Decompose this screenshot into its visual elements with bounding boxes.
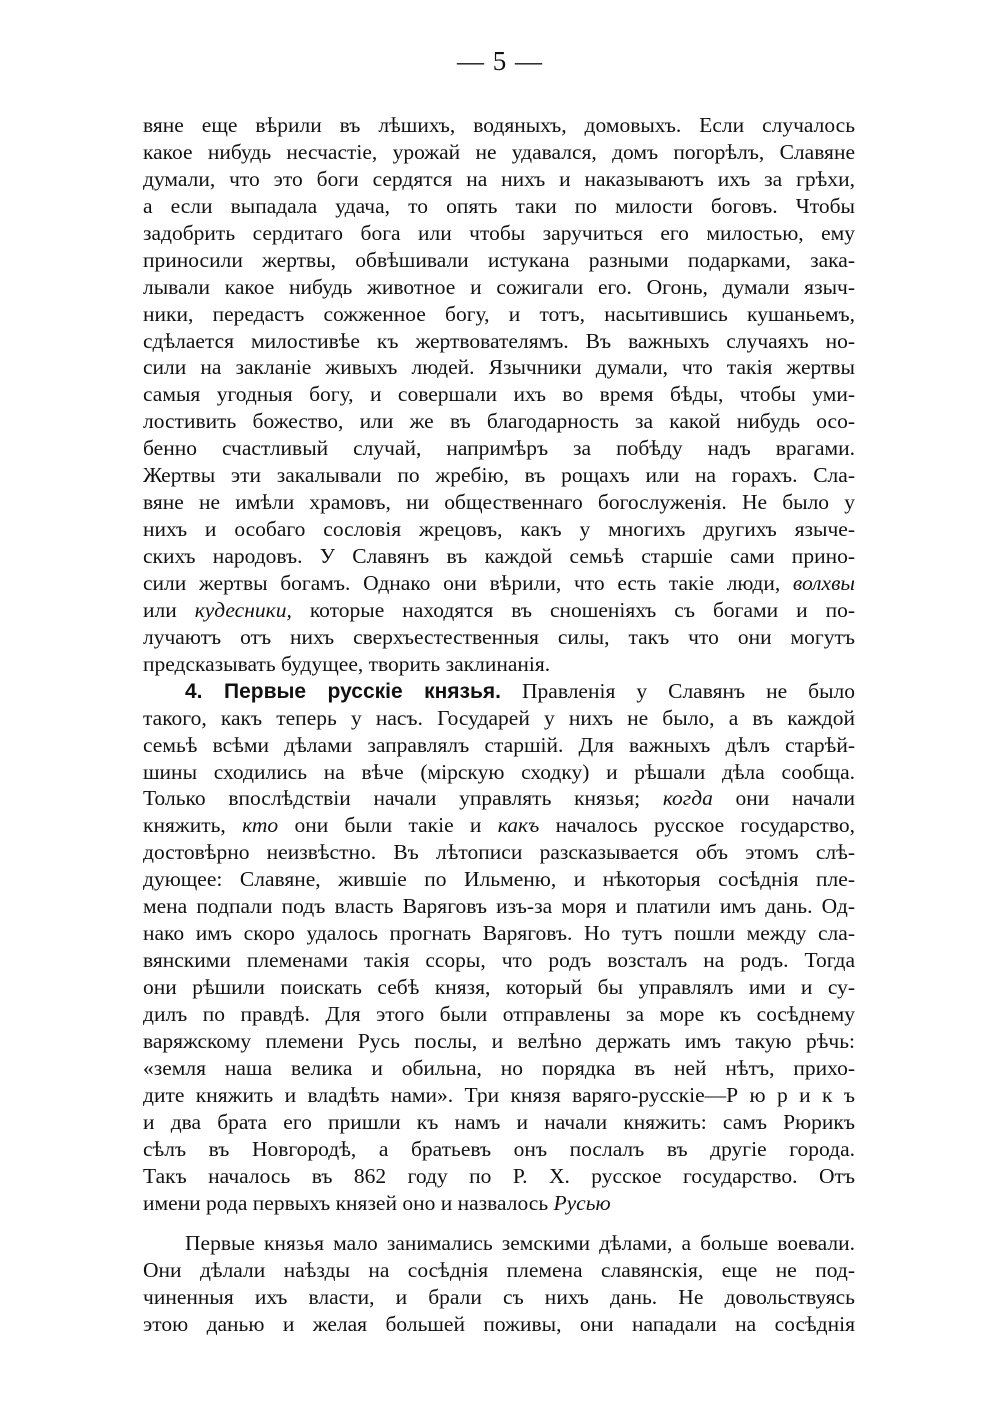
text-line: вяне не имѣли храмовъ, ни общественнаго богослуженія. Не было у [143,490,855,515]
text-line: они рѣшили поискать себѣ князя, который бы управлялъ ими и су- [143,975,855,999]
text-line: и два брата его пришли къ намъ и начали княжить: самъ Рюрикъ [143,1109,855,1134]
text-line: сѣлъ въ Новгородѣ, а братьевъ онъ послалъ въ другіе города. [143,1136,855,1161]
text-line: сдѣлается милостивѣе къ жертвователямъ. Въ важныхъ случаяхъ но- [143,328,855,353]
text-run: они начали [735,786,855,811]
text-line: думали, что это боги сердятся на нихъ и наказываютъ ихъ за грѣхи, [143,166,855,191]
text-line: семьѣ всѣми дѣлами заправлялъ старшій. Для важныхъ дѣлъ старѣй- [143,732,855,757]
text-line-with-italic [143,597,855,624]
text-line: шины сходились на вѣче (мірскую сходку) и рѣшали дѣла сообща. [143,759,855,784]
text-line: вяне еще вѣрили въ лѣшихъ, водяныхъ, домовыхъ. Если случалось [143,113,855,137]
text-line-with-italic [143,1190,855,1217]
text-line: варяжскому племени Русь послы, и велѣно держать имъ такую рѣчь: [143,1028,855,1053]
text-run: Правленія у Славянъ не было [522,678,856,703]
text-line: лучаютъ отъ нихъ сверхъестественныя силы, такъ что они могутъ [143,624,855,649]
text-line: сили на закланіе живыхъ людей. Язычники думали, что такія жертвы [143,355,855,380]
italic-term-kak: какъ [497,813,540,838]
text-run: они были такіе и [294,813,482,838]
italic-term-kudesniki: кудесники, [194,597,292,622]
text-line: Они дѣлали наѣзды на сосѣднія племена славянскія, еще не под- [143,1258,855,1283]
text-line: приносили жертвы, обвѣшивали истукана разными подарками, зака- [143,247,855,272]
text-line: дилъ по правдѣ. Для этого были отправлены за море къ сосѣднему [143,1001,855,1026]
text-line: какое нибудь несчастіе, урожай не удавался, домъ погорѣлъ, Славяне [143,139,855,164]
text-line-with-italic [143,785,855,812]
text-line: ники, передастъ сожженное богу, и тотъ, насытившись кушаньемъ, [143,301,855,326]
text-run: сили жертвы богамъ. Однако они вѣрили, что есть такіе люди, [143,570,781,595]
text-line: Такъ началось въ 862 году по Р. Х. русское государство. Отъ [143,1163,855,1188]
text-line: этою данью и желая большей поживы, они нападали на сосѣднія [143,1312,855,1337]
text-run: княжить, [143,813,226,838]
text-run: началось русское государство, [555,813,856,838]
text-line: предсказывать будущее, творить заклинанія. [143,651,551,676]
text-line: Жертвы эти закалывали по жребію, въ рощахъ или на горахъ. Сла- [143,463,855,488]
text-run: Только впослѣдствіи начали управлять князья; [143,786,641,811]
section-heading: 4. Первые русскіе князья. [185,679,501,703]
text-line: нако имъ скоро удалось прогнать Варяговъ. Но тутъ пошли между сла- [143,921,855,946]
italic-term-volkhvy: волхвы [792,570,855,595]
text-line: лостивить божество, или же въ благодарность за какой нибудь осо- [143,409,855,434]
page-number: — 5 — [457,46,543,76]
text-line: нихъ и особаго сословія жрецовъ, какъ у многихъ другихъ языче- [143,517,855,542]
text-line: «земля наша велика и обильна, но порядка въ ней нѣтъ, прихо- [143,1055,855,1080]
section-heading-line [143,678,855,705]
italic-term-kogda: когда [662,786,713,811]
text-line: достовѣрно неизвѣстно. Въ лѣтописи разсказывается объ этомъ слѣ- [143,840,855,865]
text-line: чиненныя ихъ власти, и брали съ нихъ дань. Не довольствуясь [143,1285,855,1310]
text-run: или [143,597,177,622]
text-line: задобрить сердитаго бога или чтобы заручиться его милостью, ему [143,220,855,245]
text-line: самыя угодныя богу, и совершали ихъ во время бѣды, чтобы уми- [143,382,855,407]
text-line: дите княжить и владѣть нами». Три князя варяго-русскіе—Р ю р и к ъ [143,1082,855,1107]
text-line: скихъ народовъ. У Славянъ въ каждой семьѣ старшіе сами прино- [143,544,855,568]
text-line: дующее: Славяне, жившіе по Ильменю, и нѣкоторыя сосѣднія пле- [143,867,855,892]
text-line: лывали какое нибудь животное и сожигали его. Огонь, думали языч- [143,274,855,299]
text-run: имени рода первыхъ князей оно и назвалось [143,1190,549,1215]
italic-term-rusyu: Русью [553,1190,611,1215]
text-run: которые находятся въ сношеніяхъ съ богами и по- [309,597,856,622]
text-line: а если выпадала удача, то опять таки по милости боговъ. Чтобы [143,193,855,218]
text-line: бенно счастливый случай, напримѣръ за побѣду надъ врагами. [143,436,855,461]
body-text [143,112,855,1338]
text-line: мена подпали подъ власть Варяговъ изъ-за моря и платили имъ дань. Од- [143,894,855,919]
text-line: вянскими племенами такія ссоры, что родъ возсталъ на родъ. Тогда [143,948,855,973]
text-line: такого, какъ теперь у насъ. Государей у нихъ не было, а въ каждой [143,705,855,730]
paragraph-start-line: Первые князья мало занимались земскими дѣлами, а больше воевали. [185,1231,855,1256]
text-line-with-italic [143,812,855,839]
italic-term-kto: кто [242,813,279,838]
text-line-with-italic [143,570,855,597]
